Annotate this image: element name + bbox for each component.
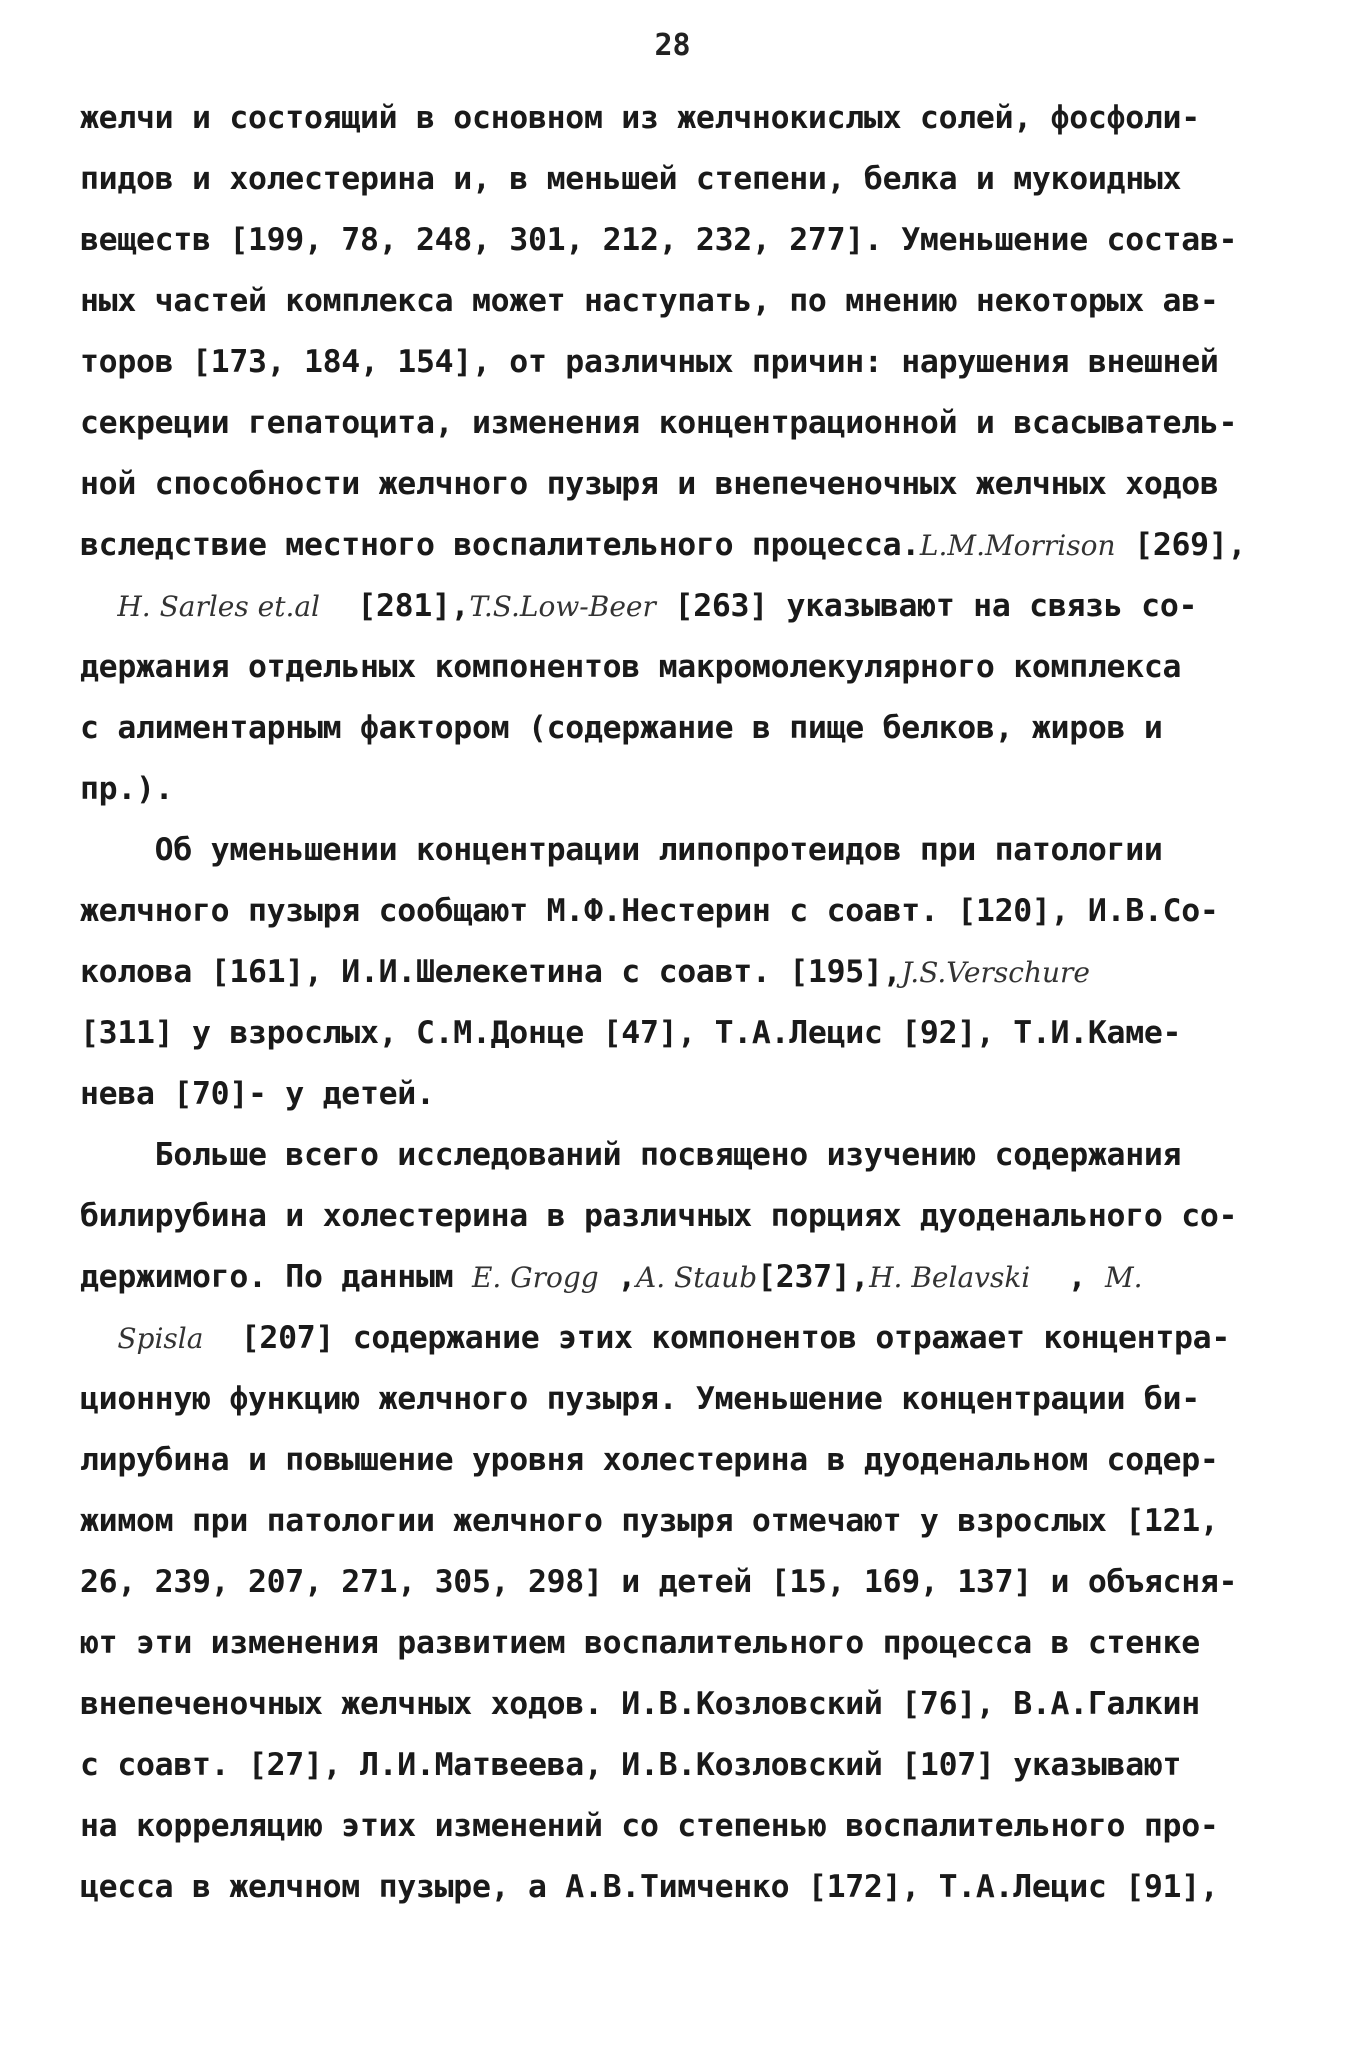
handwritten-author: H. Belavski [869,1261,1031,1294]
text-line: секреции гепатоцита, изменения концентрационной и всасыватель- [80,405,1238,441]
text-line: цесса в желчном пузыре, а А.В.Тимченко [172], Т.А.Лецис [91], [80,1869,1219,1905]
text-line [80,515,1265,576]
handwritten-author: J.S.Verschure [901,956,1090,989]
text-line: ной способности желчного пузыря и внепеченочных желчных ходов [80,466,1219,502]
handwritten-author: E. Grogg [471,1261,599,1294]
text-line: ют эти изменения развитием воспалительного процесса в стенке [80,1625,1200,1661]
text-line [80,942,1265,1003]
text-segment: , [617,1259,637,1295]
text-line: желчи и состоящий в основном из желчнокислых солей, фосфоли- [80,100,1200,136]
handwritten-author: A. Staub [636,1261,758,1294]
text-line: пр.). [80,771,174,807]
text-line: желчного пузыря сообщают М.Ф.Нестерин с соавт. [120], И.В.Со- [80,893,1219,929]
text-line: торов [173, 184, 154], от различных причин: нарушения внешней [80,344,1219,380]
text-line: ционную функцию желчного пузыря. Уменьшение концентрации би- [80,1381,1200,1417]
handwritten-author: T.S.Low-Beer [469,590,656,623]
text-line: на корреляцию этих изменений со степенью воспалительного про- [80,1808,1219,1844]
text-line: жимом при патологии желчного пузыря отмечают у взрослых [121, [80,1503,1219,1539]
text-line: с алиментарным фактором (содержание в пище белков, жиров и [80,710,1163,746]
text-segment: [237], [757,1259,870,1295]
text-segment: [269], [1134,527,1247,563]
text-line: [311] у взрослых, С.М.Донце [47], Т.А.Лецис [92], Т.И.Каме- [80,1015,1182,1051]
text-segment: вследствие местного воспалительного процесса. [80,527,920,563]
text-segment: держимого. По данным [80,1259,454,1295]
text-line [80,576,1265,637]
text-line: пидов и холестерина и, в меньшей степени, белка и мукоидных [80,161,1182,197]
text-segment: [207] содержание этих компонентов отражает концентра- [240,1320,1230,1356]
text-line: Больше всего исследований посвящено изучению содержания [80,1137,1182,1173]
handwritten-author: Spisla [117,1322,204,1355]
handwritten-author: H. Sarles et.al [117,590,320,623]
page-number: 28 [654,28,691,63]
text-line: держания отдельных компонентов макромолекулярного комплекса [80,649,1182,685]
text-line: с соавт. [27], Л.И.Матвеева, И.В.Козловский [107] указывают [80,1747,1182,1783]
text-line: Об уменьшении концентрации липопротеидов при патологии [80,832,1163,868]
text-line: билирубина и холестерина в различных порциях дуоденального со- [80,1198,1238,1234]
text-segment: колова [161], И.И.Шелекетина с соавт. [195], [80,954,902,990]
text-line: внепеченочных желчных ходов. И.В.Козловский [76], В.А.Галкин [80,1686,1200,1722]
text-line [80,1247,1265,1308]
handwritten-author: M. [1104,1261,1143,1294]
text-segment: [263] указывают на связь со- [674,588,1198,624]
text-segment: [281], [357,588,470,624]
text-line [80,1308,1265,1369]
text-line: лирубина и повышение уровня холестерина в дуоденальном содер- [80,1442,1219,1478]
text-line: ных частей комплекса может наступать, по мнению некоторых ав- [80,283,1219,319]
document-body [80,88,1265,1918]
text-line: нева [70]- у детей. [80,1076,435,1112]
text-segment: , [1067,1259,1087,1295]
handwritten-author: L.M.Morrison [919,529,1116,562]
text-line: 26, 239, 207, 271, 305, 298] и детей [15, 169, 137] и объясня- [80,1564,1238,1600]
text-line: веществ [199, 78, 248, 301, 212, 232, 277]. Уменьшение состав- [80,222,1238,258]
